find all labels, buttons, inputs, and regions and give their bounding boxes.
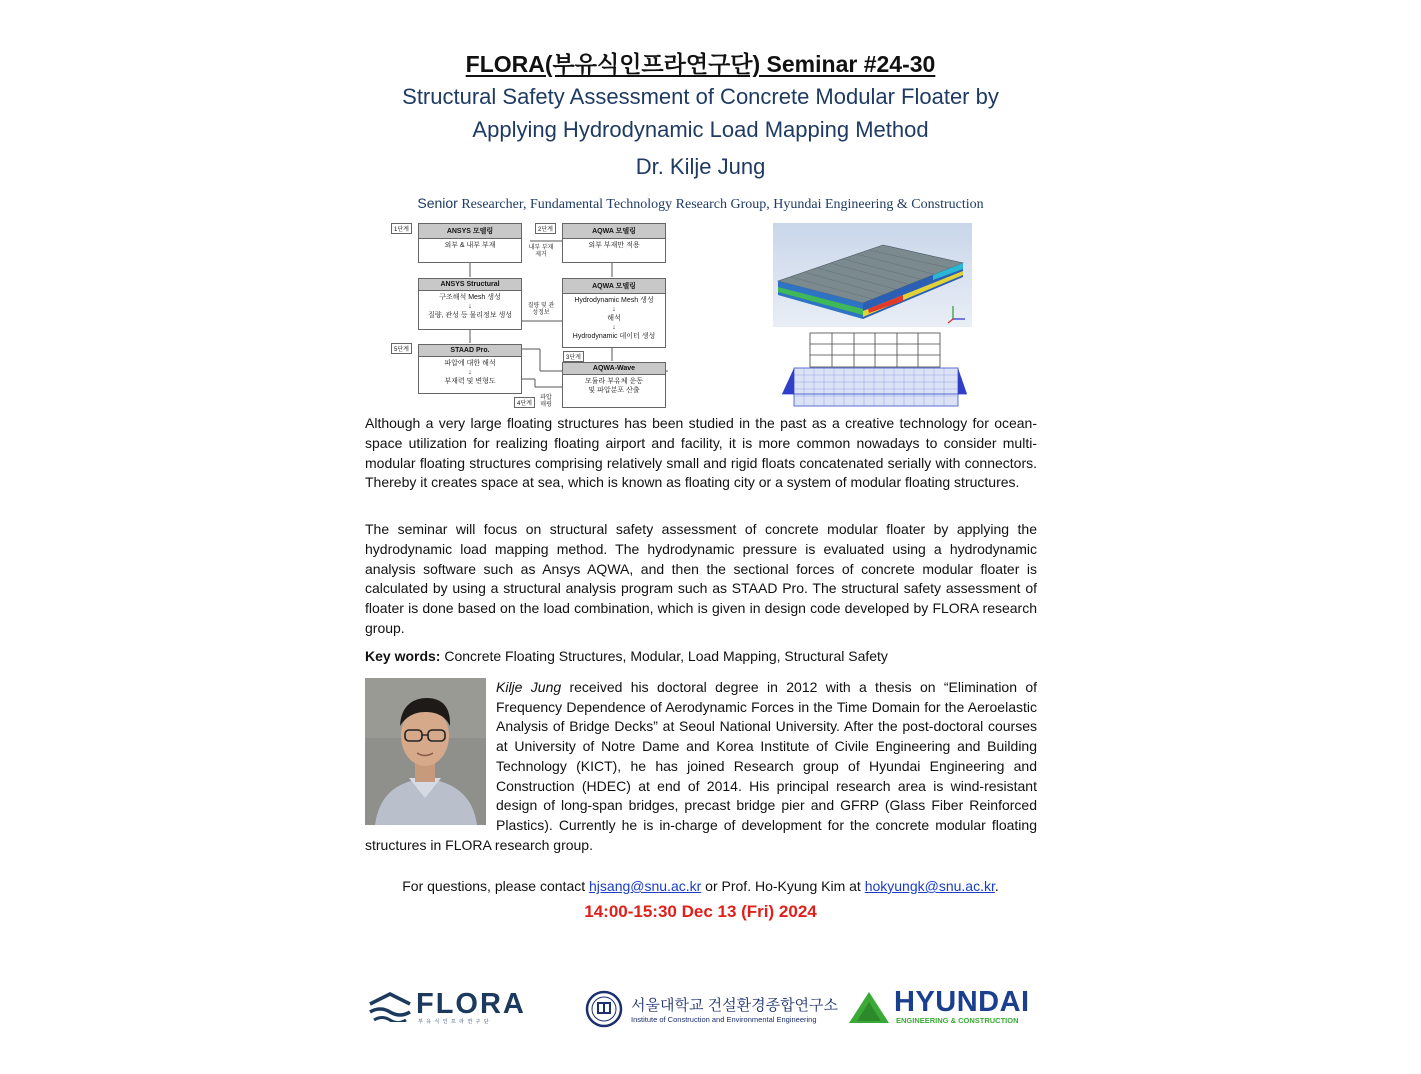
bio-text: received his doctoral degree in 2012 with a thesis on “Elimination of Frequency Dependence of Aerodynamic Forces in the Time Domain for the Aeroelastic Analysis of Bridge Decks” at Seoul National University. After the post-doctoral courses at University of Notre Dame and Korea Institute of Civile Engineering and Building Technology (KICT), he has joined Research group of Hyundai Engineering and Construction (HDEC) at end of 2014. His principal research area is wind-resistant design of long-span bridges, precast bridge pier and GFRP (Glass Fiber Reinforced Plastics). Currently he is in-charge of development for the concrete modular floating structures in FLORA research group. [365, 679, 1038, 853]
speaker-bio [365, 678, 1037, 855]
snu-institute-logo [585, 990, 839, 1030]
box-staad-pro: STAAD Pro. 파압에 대한 해석 ↓ 부재력 및 변형도 [418, 344, 522, 394]
note-remove-inner: 내부 부재 제거 [528, 245, 554, 258]
box-aqwa-modeling: AQWA 모델링 외부 부재만 적용 [562, 223, 666, 263]
flora-logo [368, 988, 528, 1028]
analysis-flowchart [390, 221, 670, 411]
flora-wordmark: FLORA [416, 988, 526, 1020]
section-grid-image [777, 330, 969, 410]
step-tag-1: 1단계 [391, 223, 412, 234]
abstract-paragraph-1: Although a very large floating structures has been studied in the past as a creative technology for ocean-space utilization for realizing floating airport and facility, it is more common nowadays to consider multi-modular floating structures comprising relatively small and rigid floats concatenated serially with connectors. Thereby it creates space at sea, which is known as floating city or a system of modular floating structures. [365, 415, 1037, 491]
keywords-line [365, 648, 888, 664]
box-ansys-modeling: ANSYS 모델링 외부 & 내부 부재 [418, 223, 522, 263]
flora-wave-icon [368, 992, 412, 1022]
box-aqwa-hydrodynamic: AQWA 모델링 Hydrodynamic Mesh 생성 ↓ 해석 ↓ Hydrodynamic 데이터 생성 [562, 278, 666, 348]
speaker-portrait-image [365, 678, 486, 825]
talk-title-line2: Applying Hydrodynamic Load Mapping Method [472, 117, 929, 142]
pressure-mapping-diagram [777, 330, 969, 410]
axis-triad-icon [945, 303, 969, 325]
floater-3d-image [773, 223, 972, 327]
hyundai-ec-logo [848, 988, 1038, 1028]
snu-institute-korean: 서울대학교 건설환경종합연구소 [631, 997, 839, 1014]
speaker-affiliation: Senior Researcher, Fundamental Technology Research Group, Hyundai Engineering & Construction [417, 195, 984, 212]
speaker-photo [365, 678, 486, 825]
talk-title [0, 80, 1401, 146]
step-tag-2: 2단계 [535, 223, 556, 234]
snu-emblem-icon [585, 990, 623, 1028]
flora-subtext: 부 유 식 인 프 라 연 구 단 [418, 1019, 490, 1025]
hyundai-triangle-icon [848, 990, 890, 1024]
floater-3d-render [773, 223, 972, 327]
keywords-value: Concrete Floating Structures, Modular, Load Mapping, Structural Safety [440, 648, 888, 664]
keywords-label: Key words: [365, 648, 441, 664]
seminar-series-title: FLORA(부유식인프라연구단) Seminar #24-30 [465, 51, 936, 77]
contact-email-link-2[interactable]: hokyungk@snu.ac.kr [864, 878, 995, 894]
contact-email-link-1[interactable]: hjsang@snu.ac.kr [589, 878, 702, 894]
bio-speaker-name: Kilje Jung [496, 679, 562, 695]
talk-title-line1: Structural Safety Assessment of Concrete Modular Floater by [402, 84, 999, 109]
contact-line: For questions, please contact hjsang@snu.ac.kr or Prof. Ho-Kyung Kim at hokyungk@snu.ac.kr. [402, 878, 999, 894]
note-mass-inertia: 질량 및 관성정보 [527, 303, 555, 316]
hyundai-wordmark: HYUNDAI [894, 986, 1030, 1018]
note-pressure-mapping: 파압 매핑 [540, 395, 552, 408]
step-tag-3: 3단계 [563, 351, 584, 362]
abstract-paragraph-2: The seminar will focus on structural safety assessment of concrete modular floater by applying the hydrodynamic load mapping method. The hydrodynamic pressure is evaluated using a hydrodynamic analysis software such as Ansys AQWA, and then the sectional forces of concrete modular floater is calculated by using a structural analysis program such as STAAD Pro. The structural safety assessment of floater is done based on the load combination, which is given in design code developed by FLORA research group. [365, 521, 1037, 636]
seminar-datetime: 14:00-15:30 Dec 13 (Fri) 2024 [584, 902, 817, 921]
step-tag-5: 5단계 [391, 343, 412, 354]
box-aqwa-wave: AQWA-Wave 모듈라 부유체 운동 및 파압분포 산출 [562, 362, 666, 408]
step-tag-4: 4단계 [514, 397, 535, 408]
hyundai-subtext: ENGINEERING & CONSTRUCTION [896, 1016, 1019, 1025]
snu-institute-english: Institute of Construction and Environmental Engineering [631, 1015, 817, 1024]
box-ansys-structural: ANSYS Structural 구조해석 Mesh 생성 ↓ 질량, 관성 등 물리정보 생성 [418, 278, 522, 330]
speaker-name: Dr. Kilje Jung [635, 154, 766, 179]
